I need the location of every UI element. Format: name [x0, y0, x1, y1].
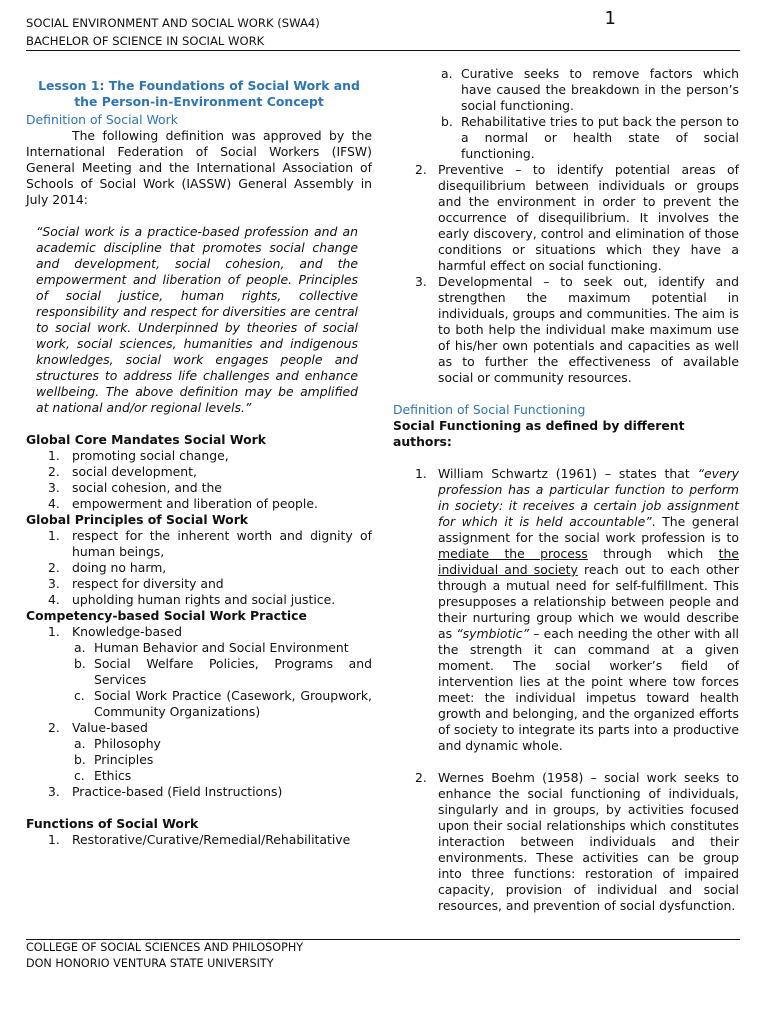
mandates-heading: Global Core Mandates Social Work: [26, 432, 266, 447]
program-title: BACHELOR OF SCIENCE IN SOCIAL WORK: [26, 34, 265, 48]
competency-list: [26, 624, 372, 800]
functions-list-continued: [393, 162, 739, 386]
social-functioning-subheading: Social Functioning as defined by different authors:: [393, 418, 685, 449]
list-item: 3. Practice-based (Field Instructions): [48, 784, 283, 799]
list-item: 1. respect for the inherent worth and dignity of human beings,: [48, 528, 372, 559]
principles-list: [26, 528, 372, 608]
list-item: 2. Value-based a. Philosophy b. Principles c. Ethics: [26, 720, 372, 784]
list-item: 2. Preventive – to identify potential areas of disequilibrium between individuals or groups and the environment in order to prevent the occurrence of disequilibrium. It involves the early discovery, control and elimination of those conditions or situations which they have a harmful effect on social functioning.: [415, 162, 739, 273]
list-item: b. Rehabilitative tries to put back the person to a normal or health state of social functioning.: [441, 114, 739, 161]
list-item: a. Human Behavior and Social Environment: [74, 640, 349, 655]
list-item: 4. upholding human rights and social justice.: [48, 592, 336, 607]
value-sublist: [72, 736, 372, 784]
list-item: 2. social development,: [48, 464, 197, 479]
functions-list: [26, 832, 372, 848]
list-item: a. Curative seeks to remove factors which have caused the breakdown in the person’s social functioning.: [441, 66, 739, 113]
restorative-sublist: [393, 66, 739, 162]
page-number: 1: [604, 8, 616, 29]
list-item: 2. doing no harm,: [48, 560, 167, 575]
list-item: 4. empowerment and liberation of people.: [48, 496, 318, 511]
page-footer: [26, 940, 303, 972]
social-functioning-heading: Definition of Social Functioning: [393, 402, 586, 417]
competency-heading: Competency-based Social Work Practice: [26, 608, 307, 623]
mandates-list: [26, 448, 372, 512]
list-item: 1. Restorative/Curative/Remedial/Rehabilitative: [48, 832, 351, 847]
list-item-schwartz: 1. William Schwartz (1961) – states that “every profession has a particular function to perform in society: it receives a certain job assignment for which it is held accountable”. The general assignment for the social work profession is to mediate the process through which the individual and society reach out to each other through a mutual need for self-fulfillment. This presupposes a relationship between people and their nurturing group which we would describe as “symbiotic” – each needing the other with all the strength it can command at a given moment. The social worker’s field of intervention lies at the point where tow forces meet: the individual impetus toward health growth and belonging, and the organized efforts of society to integrate its parts into a productive and dynamic whole.: [415, 466, 739, 753]
list-item: c. Social Work Practice (Casework, Groupwork, Community Organizations): [74, 688, 372, 719]
authors-list: [393, 466, 739, 914]
list-item-boehm: 2. Wernes Boehm (1958) – social work seeks to enhance the social functioning of individuals, singularly and in groups, by activities focused upon their social relationships which constitutes interaction between individuals and their environments. These activities can be group into three functions: restoration of impaired capacity, provision of individual and social resources, and prevention of social dysfunction.: [415, 770, 739, 913]
university-name: DON HONORIO VENTURA STATE UNIVERSITY: [26, 957, 274, 970]
functions-heading: Functions of Social Work: [26, 816, 199, 831]
header-rule: [26, 50, 740, 51]
knowledge-sublist: [72, 640, 372, 720]
list-item: 3. social cohesion, and the: [48, 480, 222, 495]
right-column: [393, 66, 739, 914]
principles-heading: Global Principles of Social Work: [26, 512, 249, 527]
list-item: 1. promoting social change,: [48, 448, 229, 463]
college-name: COLLEGE OF SOCIAL SCIENCES AND PHILOSOPHY: [26, 941, 304, 954]
definition-quote: “Social work is a practice-based profession and an academic discipline that promotes social change and development, social cohesion, and the empowerment and liberation of people. Principles of social justice, human rights, collective responsibility and respect for diversities are central to social work. Underpinned by theories of social work, social sciences, humanities and indigenous knowledges, social work engages people and structures to address life challenges and enhance wellbeing. The above definition may be amplified at national and/or regional levels.”: [36, 224, 358, 415]
course-title: SOCIAL ENVIRONMENT AND SOCIAL WORK (SWA4): [26, 16, 320, 30]
list-item: a. Philosophy: [74, 736, 161, 751]
lesson-title: Lesson 1: The Foundations of Social Work and the Person-in-Environment Concept: [38, 78, 360, 109]
list-item: c. Ethics: [74, 768, 132, 783]
list-item: b. Social Welfare Policies, Programs and Services: [74, 656, 372, 687]
page-header: [26, 8, 740, 50]
definition-intro: The following definition was approved by the International Federation of Social Workers (IFSW) General Meeting and the International Association of Schools of Social Work (IASSW) General Assembly in July 2014:: [26, 128, 372, 207]
list-item: 3. respect for diversity and: [48, 576, 224, 591]
definition-heading: Definition of Social Work: [26, 112, 178, 127]
list-item: 3. Developmental – to seek out, identify and strengthen the maximum potential in individuals, groups and communities. The aim is to both help the individual make maximum use of his/her own potentials and capacities as well as to further the effectiveness of available social or community resources.: [415, 274, 739, 385]
list-item: 1. Knowledge-based a. Human Behavior and Social Environment b. Social Welfare Policies, Programs and Services c. Social Work Practice (Casework, Groupwork, Community Organizations): [48, 624, 372, 719]
list-item: b. Principles: [74, 752, 154, 767]
left-column: [26, 66, 372, 848]
